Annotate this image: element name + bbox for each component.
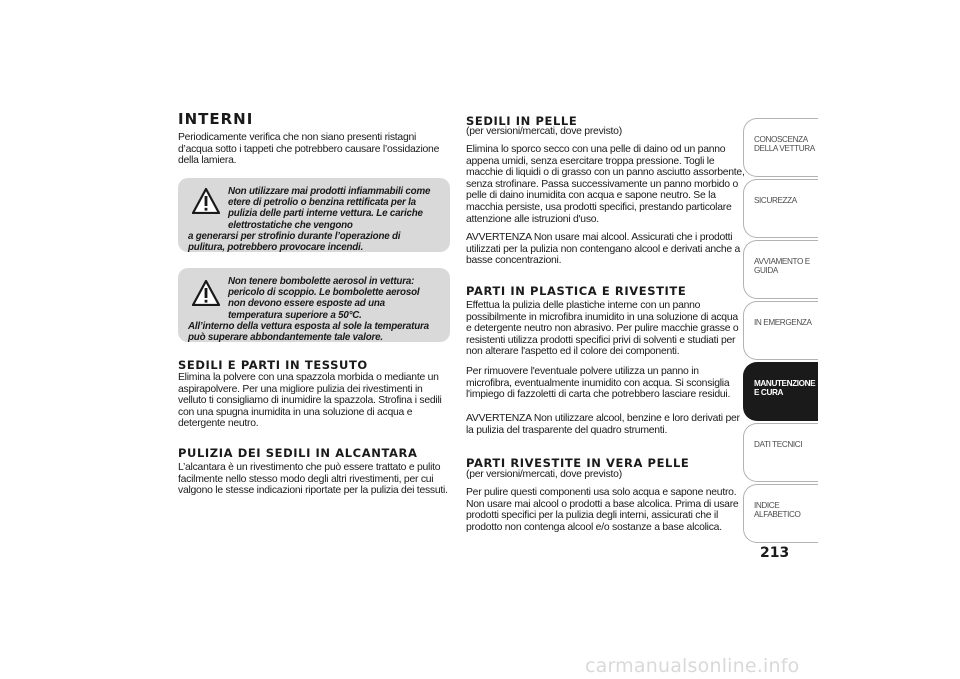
warning-text-aerosol [188,276,438,343]
tab-indice-alfabetico[interactable] [743,484,818,543]
warning-text-aerosol-first: Non tenere bombolette aerosol in vettura: pericolo di scoppio. Le bombolette aerosol non devono essere esposte ad una temperatura superiore a 50°C. [228,276,420,321]
tab-sicurezza[interactable] [743,179,818,238]
tab-dati-tecnici[interactable] [743,423,818,482]
watermark: carmanualsonline.info [585,655,800,677]
tab-label: CONOSCENZA DELLA VETTURA [754,135,815,154]
section-title-interni: INTERNI [178,110,254,128]
pelle-subtitle: (per versioni/mercati, dove previsto) [466,126,622,137]
section-title-tessuto: SEDILI E PARTI IN TESSUTO [178,358,368,372]
alcantara-text: L’alcantara è un rivestimento che può essere trattato e pulito facilmente nello stesso modo degli altri rivestimenti, per cui valgono le stesse indicazioni riportate per la pulizia dei tessuti. [178,462,448,497]
warning-box-aerosol [178,268,450,342]
vera-pelle-text: Per pulire questi componenti usa solo acqua e sapone neutro. Non usare mai alcool o prodotti a base alcolica. Prima di usare prodotti specifici per la pulizia degli interni, assicurati che il prodotto non contenga alcool e/o sostanze a base alcolica. [466,487,739,533]
tab-conoscenza-vettura[interactable] [743,118,818,177]
chapter-tabs [743,118,818,545]
tab-label: MANUTENZIONE E CURA [754,379,816,398]
section-title-alcantara: PULIZIA DEI SEDILI IN ALCANTARA [178,446,418,460]
section-title-pelle: SEDILI IN PELLE [466,114,578,128]
tab-label: AVVIAMENTO E GUIDA [754,257,810,276]
warning-text-flammable-first: Non utilizzare mai prodotti infiammabili come etere di petrolio o benzina rettificata per la pulizia delle parti interne vettura. Le cariche elettrostatiche che vengono [228,186,431,231]
vera-pelle-subtitle: (per versioni/mercati, dove previsto) [466,469,622,480]
warning-box-flammable [178,178,450,252]
tab-label: SICUREZZA [754,196,797,205]
tab-label: INDICE ALFABETICO [754,501,801,520]
warning-text-flammable [188,186,438,253]
plastica-text2: Per rimuovere l'eventuale polvere utilizza un panno in microfibra, eventualmente inumidito con acqua. Si sconsiglia l'impiego di fazzoletti di carta che potrebbero lasciare residui. [466,366,731,401]
tessuto-text: Elimina la polvere con una spazzola morbida o mediante un aspirapolvere. Per una migliore pulizia dei rivestimenti in velluto ti consigliamo di inumidire la spazzola. Strofina i sedili con una spugna inumidita in una soluzione di acqua e detergente neutro. [178,372,442,430]
section-title-vera-pelle: PARTI RIVESTITE IN VERA PELLE [466,456,690,470]
pelle-text: Elimina lo sporco secco con una pelle di daino od un panno appena umidi, senza esercitare troppa pressione. Togli le macchie di liquidi o di grasso con un panno asciutto assorbente, senza strofinare. Passa successivamente un panno morbido o pelle di daino inumidita con acqua e sapone neutro. Se la macchia persiste, usa prodotti specifici, prestando particolare attenzione alle istruzioni d'uso. [466,144,745,225]
interni-text: Periodicamente verifica che non siano presenti ristagni d’acqua sotto i tappeti che potrebbero causare l’ossidazione della lamiera. [178,132,440,167]
tab-manutenzione-cura[interactable] [743,362,818,421]
tab-avviamento-guida[interactable] [743,240,818,299]
warning-text-flammable-rest: a generarsi per strofinio durante l’operazione di pulitura, potrebbero provocare incendi. [188,230,401,254]
tab-in-emergenza[interactable] [743,301,818,360]
plastica-note: AVVERTENZA Non utilizzare alcool, benzine e loro derivati per la pulizia del trasparente del quadro strumenti. [466,413,740,436]
warning-text-aerosol-rest: All’interno della vettura esposta al sole la temperatura può superare abbondantemente tale valore. [188,320,429,344]
section-title-plastica: PARTI IN PLASTICA E RIVESTITE [466,284,687,298]
tab-label: IN EMERGENZA [754,318,812,327]
pelle-note: AVVERTENZA Non usare mai alcool. Assicurati che i prodotti utilizzati per la pulizia non contengano alcool e derivati anche a basse concentrazioni. [466,232,741,267]
tab-label: DATI TECNICI [754,440,803,449]
page-number: 213 [760,545,790,561]
plastica-text1: Effettua la pulizia delle plastiche interne con un panno possibilmente in microfibra inumidito in una soluzione di acqua e detergente neutro non abrasivo. Per pulire macchie grasse o resistenti utilizza prodotti specifici privi di solventi e studiati per non alterare l'aspetto ed il colore dei componenti. [466,300,739,358]
